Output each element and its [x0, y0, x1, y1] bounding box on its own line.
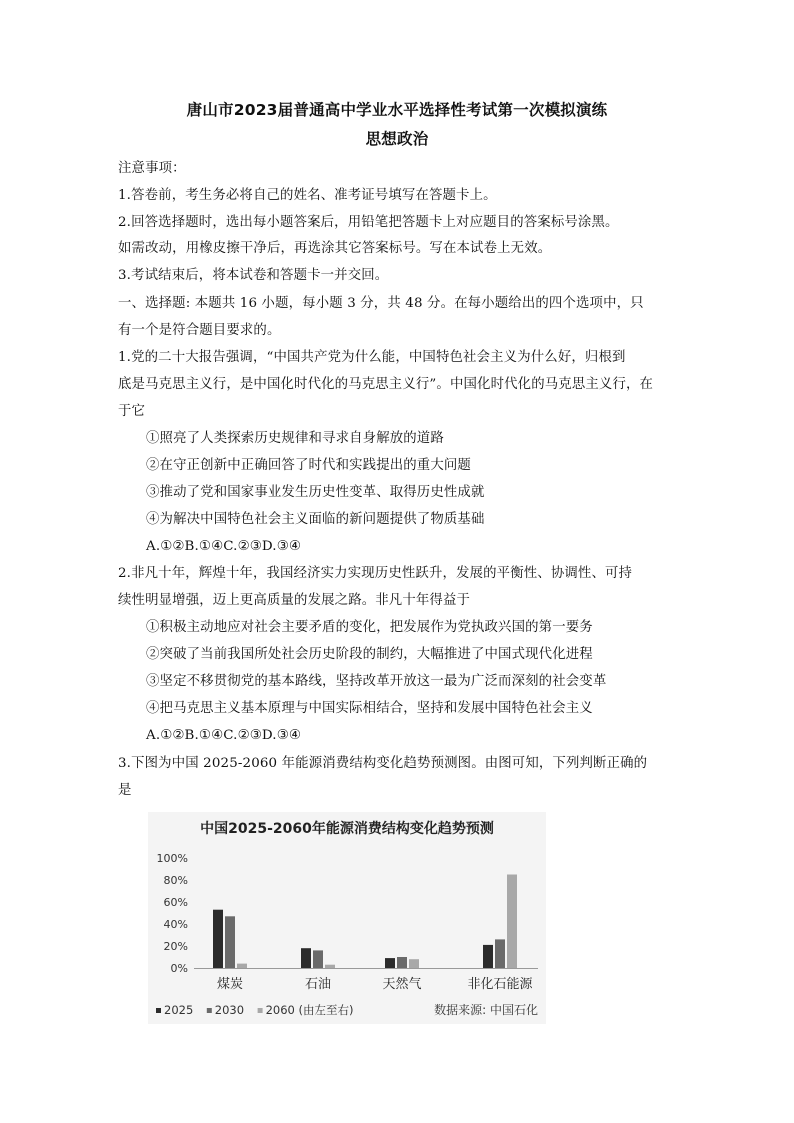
q2-option: ④把马克思主义基本原理与中国实际相结合，坚持和发展中国特色社会主义 [146, 701, 593, 716]
q2-option: ①积极主动地应对社会主要矛盾的变化，把发展作为党执政兴国的第一要务 [146, 620, 593, 635]
q2-stem-line1: 2.非凡十年，辉煌十年，我国经济实力实现历史性跃升，发展的平衡性、协调性、可持 [118, 566, 633, 581]
q1-stem-line1: 1.党的二十大报告强调，“中国共产党为什么能，中国特色社会主义为什么好，归根到 [118, 350, 626, 365]
bar-2030 [313, 950, 323, 968]
category-label: 煤炭 [216, 977, 244, 992]
y-tick-label: 0% [170, 962, 188, 975]
q2-option: ③坚定不移贯彻党的基本路线，坚持改革开放这一最为广泛而深刻的社会变革 [146, 674, 607, 689]
notice-item: 3.考试结束后，将本试卷和答题卡一并交回。 [118, 268, 389, 283]
q1-option: ②在守正创新中正确回答了时代和实践提出的重大问题 [146, 458, 471, 473]
y-tick-label: 20% [163, 940, 188, 953]
energy-chart-svg [148, 812, 546, 1024]
q1-stem-line3: 于它 [118, 404, 146, 419]
y-tick-label: 40% [163, 918, 188, 931]
legend-swatch [156, 1008, 161, 1013]
bar-2060 [325, 965, 335, 968]
q1-option: ①照亮了人类探索历史规律和寻求自身解放的道路 [146, 431, 444, 446]
notice-heading: 注意事项： [118, 161, 186, 176]
section-heading-line2: 有一个是符合题目要求的。 [118, 323, 281, 338]
energy-chart [148, 812, 546, 1024]
notice-item: 1.答卷前，考生务必将自己的姓名、准考证号填写在答题卡上。 [118, 188, 497, 203]
y-tick-label: 80% [163, 874, 188, 887]
q2-choices: A.①②B.①④C.②③D.③④ [146, 728, 301, 743]
q1-option: ④为解决中国特色社会主义面临的新问题提供了物质基础 [146, 512, 485, 527]
bar-2025 [385, 958, 395, 968]
q3-stem-line1: 3.下图为中国 2025-2060 年能源消费结构变化趋势预测图。由图可知，下列判断正确的 [118, 756, 648, 771]
q1-option: ③推动了党和国家事业发生历史性变革、取得历史性成就 [146, 485, 485, 500]
bar-2025 [213, 910, 223, 968]
exam-subject: 思想政治 [365, 130, 429, 148]
chart-title: 中国2025-2060年能源消费结构变化趋势预测 [200, 821, 494, 837]
bar-2025 [483, 945, 493, 968]
q3-stem-line2: 是 [118, 783, 132, 798]
notice-item: 如需改动，用橡皮擦干净后，再选涂其它答案标号。写在本试卷上无效。 [118, 241, 552, 256]
q1-choices: A.①②B.①④C.②③D.③④ [146, 539, 301, 554]
bar-2030 [397, 957, 407, 968]
category-label: 天然气 [382, 977, 422, 992]
chart-source: 数据来源: 中国石化 [434, 1003, 538, 1017]
bar-2060 [507, 875, 517, 969]
q1-stem-line2: 底是马克思主义行，是中国化时代化的马克思主义行”。中国化时代化的马克思主义行，在 [118, 377, 654, 392]
bar-2060 [409, 959, 419, 968]
exam-title: 唐山市2023届普通高中学业水平选择性考试第一次模拟演练 [186, 101, 608, 119]
q2-stem-line2: 续性明显增强，迈上更高质量的发展之路。非凡十年得益于 [118, 593, 471, 608]
q2-option: ②突破了当前我国所处社会历史阶段的制约，大幅推进了中国式现代化进程 [146, 647, 593, 662]
notice-item: 2.回答选择题时，选出每小题答案后，用铅笔把答题卡上对应题目的答案标号涂黑。 [118, 215, 619, 230]
legend-label: 2060 (由左至右) [265, 1003, 354, 1017]
legend-label: 2030 [214, 1003, 245, 1017]
section-heading-line1: 一、选择题: 本题共 16 小题，每小题 3 分，共 48 分。在每小题给出的四个选项中，只 [118, 296, 644, 311]
legend-swatch [207, 1008, 212, 1013]
category-label: 石油 [304, 977, 332, 992]
legend-swatch [258, 1008, 263, 1013]
bar-2060 [237, 964, 247, 968]
bar-2030 [495, 939, 505, 968]
category-label: 非化石能源 [467, 977, 533, 992]
y-tick-label: 60% [163, 896, 188, 909]
bar-2030 [225, 916, 235, 968]
legend-label: 2025 [164, 1003, 194, 1017]
y-tick-label: 100% [156, 852, 188, 865]
bar-2025 [301, 948, 311, 968]
